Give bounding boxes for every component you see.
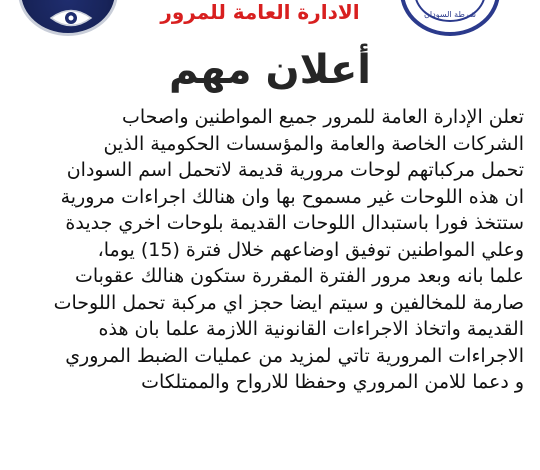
body-line: وعلي المواطنين توفيق اوضاعهم خلال فترة (15) يوما، <box>97 238 524 261</box>
body-line: صارمة للمخالفين و سيتم ايضا حجز اي مركبة تحمل اللوحات <box>53 291 524 314</box>
body-line: و دعما للامن المروري وحفظا للارواح والممتلكات <box>141 371 524 393</box>
organization-title: الادارة العامة للمرور <box>160 0 360 24</box>
body-line: ان هذه اللوحات غير مسموح بها وان هنالك اجراءات مرورية <box>60 185 524 208</box>
body-line: الاجراءات المرورية تاتي لمزيد من عمليات الضبط المروري <box>65 344 524 367</box>
body-line: علما بانه وبعد مرور الفترة المقررة ستكون هنالك عقوبات <box>75 265 524 287</box>
body-line: القديمة واتخاذ الاجراءات القانونية اللازمة علما بان هذه <box>98 318 524 340</box>
body-line: تعلن الإدارة العامة للمرور جميع المواطنين واصحاب <box>121 106 524 128</box>
seal-text: شرطة السودان <box>424 10 476 19</box>
traffic-department-logo <box>18 0 118 36</box>
eye-emblem-icon <box>49 7 93 29</box>
header <box>0 0 540 40</box>
announcement-body <box>16 104 524 396</box>
body-line: ستتخذ فورا باستبدال اللوحات القديمة بلوحات اخري جديدة <box>65 212 524 234</box>
body-line: تحمل مركباتهم لوحات مرورية قديمة لاتحمل اسم السودان <box>66 159 524 181</box>
body-line: الشركات الخاصة والعامة والمؤسسات الحكومية الذين <box>103 132 524 155</box>
sudan-police-seal <box>400 0 500 36</box>
announcement-title: أعلان مهم <box>168 47 371 93</box>
